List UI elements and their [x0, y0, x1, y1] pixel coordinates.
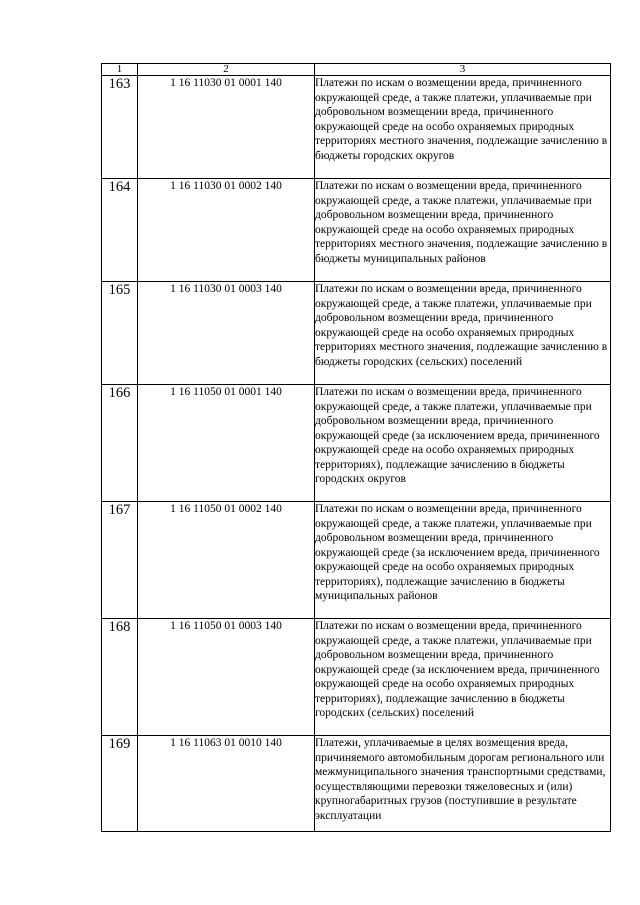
header-col-1: 1	[102, 64, 138, 76]
row-description-cell	[315, 736, 611, 832]
table-row	[102, 179, 611, 282]
table-row	[102, 619, 611, 736]
row-description: Платежи по искам о возмещении вреда, причиненного окружающей среде, а также платежи, уплачиваемые при добровольном возмещении вреда, причиненного окружающей среде (за исключением вреда, причиненного окружающей среде на особо охраняемых природных территориях), подлежащие зачислению в бюджеты городских округов	[315, 385, 611, 502]
row-number: 167	[102, 502, 138, 619]
document-table	[101, 63, 611, 832]
row-description: Платежи по искам о возмещении вреда, причиненного окружающей среде, а также платежи, уплачиваемые при добровольном возмещении вреда, причиненного окружающей среде на особо охраняемых природных территориях местного значения, подлежащие зачислению в бюджеты муниципальных районов	[315, 179, 611, 282]
row-description: Платежи по искам о возмещении вреда, причиненного окружающей среде, а также платежи, уплачиваемые при добровольном возмещении вреда, причиненного окружающей среде (за исключением вреда, причиненного окружающей среде на особо охраняемых природных территориях), подлежащие зачислению в бюджеты городских (сельских) поселений	[315, 619, 611, 736]
row-number: 163	[102, 76, 138, 179]
row-number: 168	[102, 619, 138, 736]
table-header-row	[102, 64, 611, 76]
row-code: 1 16 11030 01 0002 140	[138, 179, 315, 282]
row-code: 1 16 11063 01 0010 140	[138, 736, 315, 832]
row-description: Платежи по искам о возмещении вреда, причиненного окружающей среде, а также платежи, уплачиваемые при добровольном возмещении вреда, причиненного окружающей среде (за исключением вреда, причиненного окружающей среде на особо охраняемых природных территориях), подлежащие зачислению в бюджеты муниципальных районов	[315, 502, 611, 619]
row-code: 1 16 11030 01 0003 140	[138, 282, 315, 385]
row-description: Платежи по искам о возмещении вреда, причиненного окружающей среде, а также платежи, уплачиваемые при добровольном возмещении вреда, причиненного окружающей среде на особо охраняемых природных территориях местного значения, подлежащие зачислению в бюджеты городских (сельских) поселений	[315, 282, 611, 385]
row-number: 164	[102, 179, 138, 282]
row-number: 169	[102, 736, 138, 832]
row-number: 166	[102, 385, 138, 502]
row-code: 1 16 11030 01 0001 140	[138, 76, 315, 179]
header-col-3: 3	[315, 64, 611, 76]
row-code: 1 16 11050 01 0002 140	[138, 502, 315, 619]
table-row	[102, 282, 611, 385]
row-code: 1 16 11050 01 0003 140	[138, 619, 315, 736]
table-row	[102, 502, 611, 619]
row-description: Платежи по искам о возмещении вреда, причиненного окружающей среде, а также платежи, уплачиваемые при добровольном возмещении вреда, причиненного окружающей среде на особо охраняемых природных территориях местного значения, подлежащие зачислению в бюджеты городских округов	[315, 76, 611, 179]
header-col-2: 2	[138, 64, 315, 76]
row-description: Платежи, уплачиваемые в целях возмещения вреда, причиняемого автомобильным дорогам регионального или межмуниципального значения транспортными средствами, осуществляющими перевозки тяжеловесных и (или) крупногабаритных грузов (поступившие в результате эксплуатации	[315, 737, 606, 822]
table-row	[102, 385, 611, 502]
table-row	[102, 736, 611, 832]
row-code: 1 16 11050 01 0001 140	[138, 385, 315, 502]
table-row	[102, 76, 611, 179]
row-number: 165	[102, 282, 138, 385]
